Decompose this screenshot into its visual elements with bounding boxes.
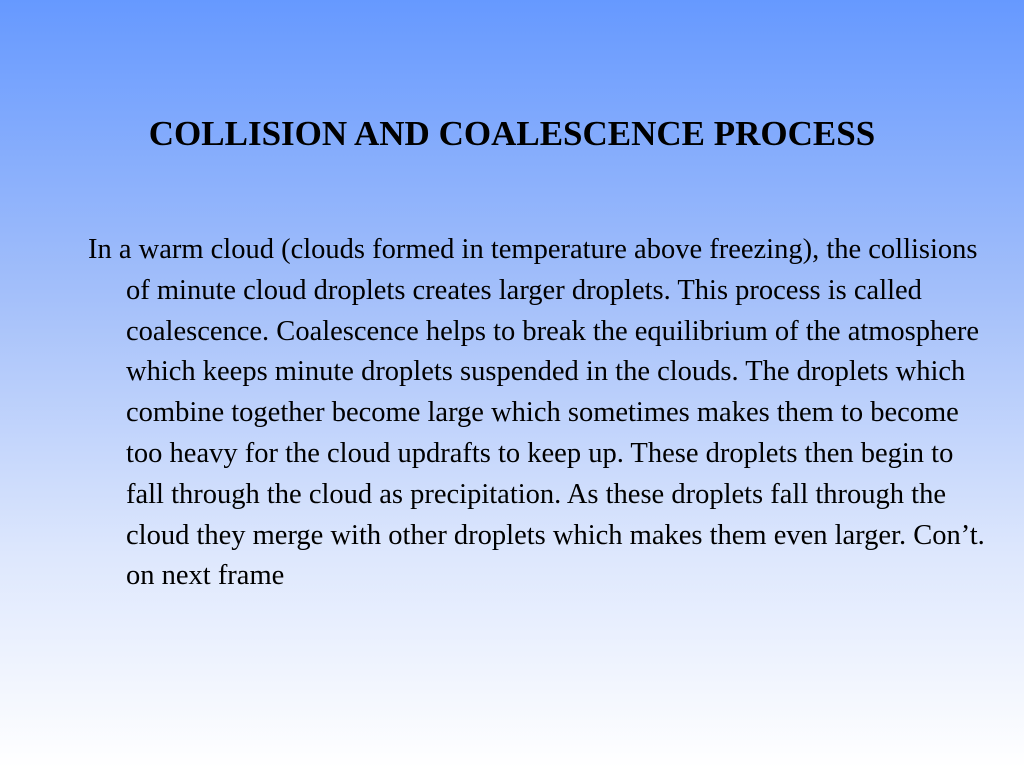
slide-body-text: In a warm cloud (clouds formed in temperature above freezing), the collisions of minute cloud droplets creates larger droplets. This process is called coalescence. Coalescence helps to break the equilibrium of the atmosphere which keeps minute droplets suspended in the clouds. The droplets which combine together become large which sometimes makes them to become too heavy for the cloud updrafts to keep up. These droplets then begin to fall through the cloud as precipitation. As these droplets fall through the cloud they merge with other droplets which makes them even larger. Con’t. on next frame	[88, 234, 985, 592]
slide-title: COLLISION AND COALESCENCE PROCESS	[148, 114, 876, 153]
